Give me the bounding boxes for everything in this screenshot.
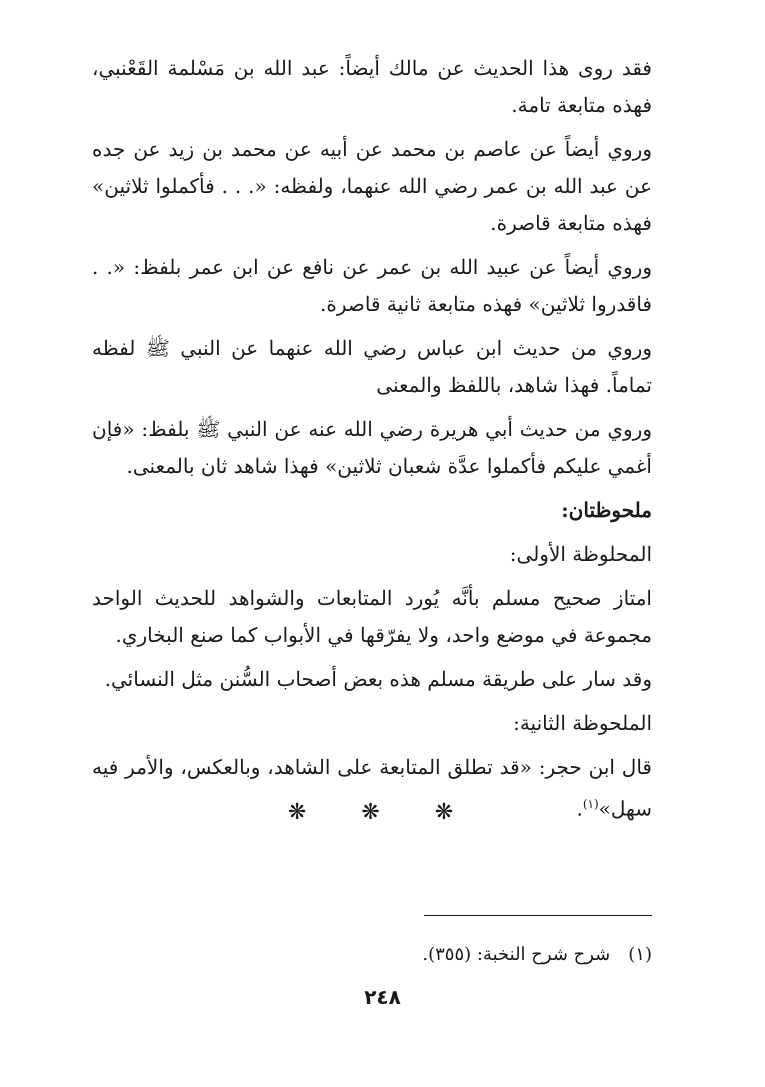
note1-heading: المحلوظة الأولى: xyxy=(509,542,652,566)
paragraph-1: فقد روى هذا الحديث عن مالك أيضاً: عبد الله بن مَسْلمة القَعْنبي، فهذه متابعة تامة. xyxy=(92,56,652,117)
main-text xyxy=(92,50,652,828)
footnote-number: (١) xyxy=(628,944,652,965)
page-number: ٢٤٨ xyxy=(364,985,401,1009)
note2-heading: الملحوظة الثانية: xyxy=(513,711,652,735)
footnote-marker[interactable]: (١) xyxy=(582,797,599,811)
footnote xyxy=(92,944,652,965)
paragraph-2: وروي أيضاً عن عاصم بن محمد عن أبيه عن محمد بن زيد عن جده عن عبد الله بن عمر رضي الله عنهما، ولفظه: «. . . فأكملوا ثلاثين» فهذه متابعة قاصرة. xyxy=(92,137,652,235)
note2-text: قال ابن حجر: «قد تطلق المتابعة على الشاهد، وبالعكس، والأمر فيه سهل» xyxy=(92,755,652,821)
section-separator: ❋ ❋ ❋ xyxy=(287,800,478,825)
footnote-divider xyxy=(424,915,652,916)
footnote-text: شرح شرح النخبة: (٣٥٥). xyxy=(422,944,611,965)
note2-end: . xyxy=(576,796,583,821)
note1-paragraph-1: امتاز صحيح مسلم بأنَّه يُورد المتابعات والشواهد للحديث الواحد مجموعة في موضع واحد، ولا يفرّقها في الأبواب كما صنع البخاري. xyxy=(92,586,652,647)
paragraph-5: وروي من حديث أبي هريرة رضي الله عنه عن النبي ﷺ بلفظ: «فإن أغمي عليكم فأكملوا عدَّة شعبان ثلاثين» فهذا شاهد ثان بالمعنى. xyxy=(92,417,652,478)
paragraph-3: وروي أيضاً عن عبيد الله بن عمر عن نافع عن ابن عمر بلفظ: «. . فاقدروا ثلاثين» فهذه متابعة ثانية قاصرة. xyxy=(92,255,652,316)
note1-paragraph-2: وقد سار على طريقة مسلم هذه بعض أصحاب السُّنن مثل النسائي. xyxy=(104,667,652,691)
paragraph-4: وروي من حديث ابن عباس رضي الله عنهما عن النبي ﷺ لفظه تماماً. فهذا شاهد، باللفظ والمعنى xyxy=(92,336,652,397)
notes-heading: ملحوظتان: xyxy=(561,498,652,522)
